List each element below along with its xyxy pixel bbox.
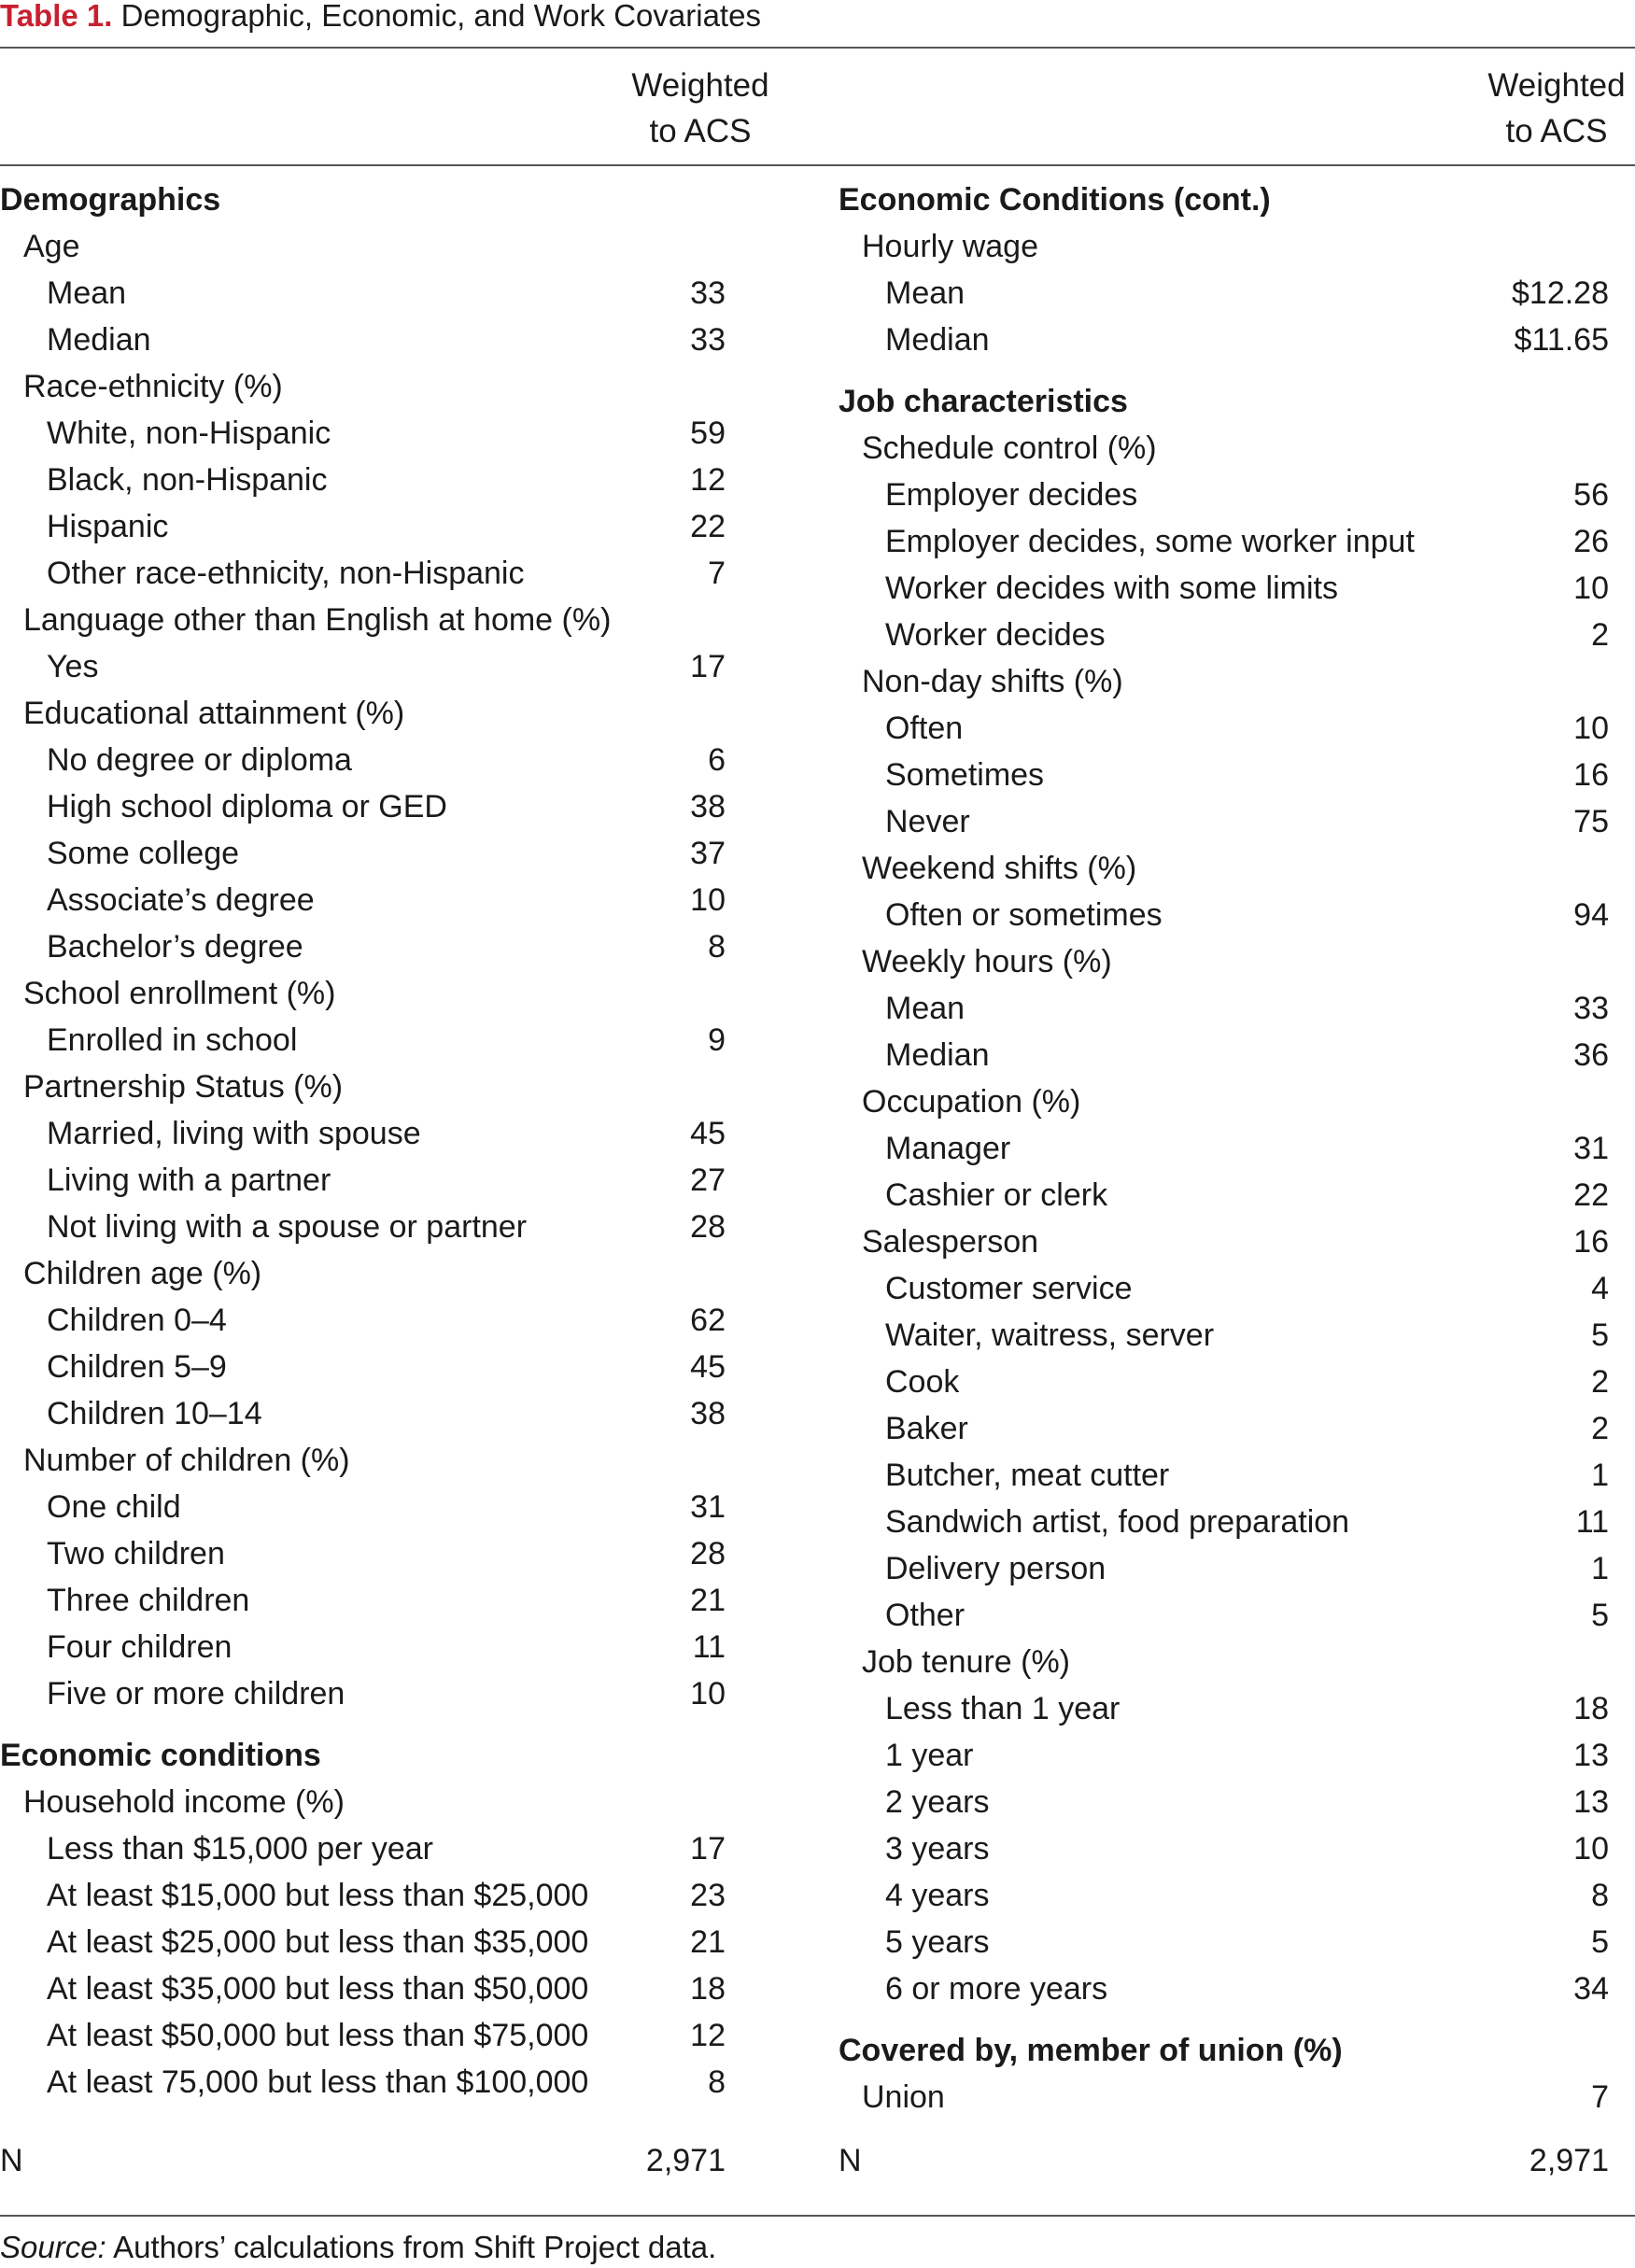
row-label: Yes (47, 649, 99, 684)
source-note (0, 2229, 716, 2266)
row-label: Two children (47, 1536, 225, 1571)
table-row (0, 1577, 726, 1624)
row-label: 3 years (885, 1831, 990, 1867)
row-value: 38 (690, 789, 726, 824)
right-column-header (1445, 63, 1635, 154)
row-label: Economic conditions (0, 1738, 321, 1773)
table-row (839, 1592, 1609, 1639)
row-value: 38 (690, 1396, 726, 1431)
row-value: 10 (690, 882, 726, 918)
row-label: Customer service (885, 1271, 1133, 1306)
row-value: 18 (1573, 1691, 1609, 1726)
row-value: 5 (1591, 1598, 1609, 1633)
table-caption (0, 0, 761, 32)
table-row (839, 705, 1609, 752)
row-value: 12 (690, 2018, 726, 2053)
row-label: 4 years (885, 1878, 990, 1913)
row-value: 94 (1573, 897, 1609, 933)
table-row (839, 1732, 1609, 1779)
row-label: Mean (885, 275, 965, 311)
subheading-row (839, 1078, 1609, 1125)
table-row (839, 472, 1609, 518)
table-row (839, 1919, 1609, 1965)
table-row (0, 1204, 726, 1250)
row-label: Not living with a spouse or partner (47, 1209, 528, 1245)
subheading-row (0, 1437, 726, 1484)
table-row (0, 1670, 726, 1717)
row-label: Number of children (%) (23, 1443, 350, 1478)
row-label: Waiter, waitress, server (885, 1317, 1215, 1353)
table-row (839, 317, 1609, 363)
row-label: Children 10–14 (47, 1396, 262, 1431)
table-row (0, 1624, 726, 1670)
table-row (839, 1779, 1609, 1825)
row-label: Median (47, 322, 151, 358)
table-row (839, 518, 1609, 565)
row-value: 5 (1591, 1924, 1609, 1960)
row-label: Hourly wage (862, 229, 1038, 264)
row-label: Race-ethnicity (%) (23, 369, 283, 404)
row-value: 33 (1573, 991, 1609, 1026)
subheading-row (0, 690, 726, 737)
row-value: $12.28 (1512, 275, 1609, 311)
table-row (839, 1312, 1609, 1359)
row-label: High school diploma or GED (47, 789, 447, 824)
table-row (839, 270, 1609, 317)
row-label: Worker decides with some limits (885, 571, 1338, 606)
table-row (839, 612, 1609, 658)
row-value: 2 (1591, 1364, 1609, 1400)
row-value: 62 (690, 1303, 726, 1338)
table-row (839, 1452, 1609, 1499)
table-row (0, 643, 726, 690)
row-value: 10 (690, 1676, 726, 1712)
section-heading-row (839, 2027, 1609, 2074)
table-row (0, 923, 726, 970)
row-label: Sandwich artist, food preparation (885, 1504, 1350, 1540)
row-value: 45 (690, 1116, 726, 1151)
row-label: At least $25,000 but less than $35,000 (47, 1924, 589, 1960)
table-caption-label: Table 1. (0, 0, 113, 33)
table-row (0, 1484, 726, 1530)
row-value: 33 (690, 322, 726, 358)
row-value: 5 (1591, 1317, 1609, 1353)
row-label: Less than $15,000 per year (47, 1831, 433, 1867)
row-label: 2 years (885, 1784, 990, 1820)
row-label: Other (885, 1598, 965, 1633)
row-label: Job tenure (%) (862, 1644, 1070, 1680)
table-row (0, 410, 726, 457)
row-label: Economic Conditions (cont.) (839, 182, 1271, 218)
table-row (0, 1017, 726, 1064)
row-value: 1 (1591, 1458, 1609, 1493)
source-text: Authors’ calculations from Shift Project data. (113, 2230, 717, 2264)
subheading-row (839, 845, 1609, 892)
row-label: Cook (885, 1364, 960, 1400)
row-label: Butcher, meat cutter (885, 1458, 1170, 1493)
row-label: Job characteristics (839, 384, 1128, 419)
row-label: Covered by, member of union (%) (839, 2033, 1343, 2068)
row-label: Demographics (0, 182, 221, 218)
row-label: Schedule control (%) (862, 430, 1157, 466)
row-value: 45 (690, 1349, 726, 1385)
row-label: Five or more children (47, 1676, 345, 1712)
row-label: Four children (47, 1629, 233, 1665)
row-label: 5 years (885, 1924, 990, 1960)
subheading-row (839, 223, 1609, 270)
table-row (0, 1530, 726, 1577)
table-row (0, 550, 726, 597)
row-label: Mean (47, 275, 127, 311)
row-label: Employer decides (885, 477, 1138, 513)
row-label: Median (885, 322, 990, 358)
row-label: Non-day shifts (%) (862, 664, 1123, 699)
row-value: $11.65 (1514, 322, 1609, 358)
right-n-row (839, 2137, 1609, 2184)
table-row (839, 892, 1609, 938)
table-row (0, 1919, 726, 1965)
table-row (839, 1965, 1609, 2012)
row-value: 56 (1573, 477, 1609, 513)
table-row (0, 2012, 726, 2059)
row-label: Household income (%) (23, 1784, 345, 1820)
row-label: One child (47, 1489, 181, 1525)
row-label: Living with a partner (47, 1162, 331, 1198)
row-label: Associate’s degree (47, 882, 315, 918)
row-value: 10 (1573, 711, 1609, 746)
row-value: 31 (1573, 1131, 1609, 1166)
row-value: 9 (708, 1022, 726, 1058)
row-label: Manager (885, 1131, 1011, 1166)
row-label: Hispanic (47, 509, 169, 544)
row-value: 11 (692, 1629, 726, 1665)
table-row (0, 783, 726, 830)
row-value: 10 (1573, 1831, 1609, 1867)
n-value: 2,971 (645, 2143, 726, 2178)
row-value: 7 (1591, 2079, 1609, 2115)
row-label: At least $35,000 but less than $50,000 (47, 1971, 589, 2007)
right-column-header-line1: Weighted (1487, 67, 1626, 104)
row-value: 18 (690, 1971, 726, 2007)
row-label: Married, living with spouse (47, 1116, 421, 1151)
row-value: 17 (690, 1831, 726, 1867)
subheading-row (839, 425, 1609, 472)
table-row (839, 1032, 1609, 1078)
row-label: Often (885, 711, 964, 746)
table-row (0, 2059, 726, 2106)
n-label: N (839, 2143, 862, 2178)
table-row (0, 1110, 726, 1157)
row-label: No degree or diploma (47, 742, 352, 778)
row-value: 1 (1591, 1551, 1609, 1586)
section-spacer (839, 2012, 1609, 2027)
row-value: 26 (1573, 524, 1609, 559)
row-value: 8 (708, 2064, 726, 2100)
table-row (839, 752, 1609, 798)
row-value: 16 (1573, 1224, 1609, 1260)
n-label: N (0, 2143, 23, 2178)
row-value: 34 (1573, 1971, 1609, 2007)
row-value: 13 (1573, 1784, 1609, 1820)
right-column-header-line2: to ACS (1505, 113, 1608, 149)
subheading-row (0, 1779, 726, 1825)
left-column-header (588, 63, 812, 154)
table-row (0, 1157, 726, 1204)
table-row (839, 1545, 1609, 1592)
row-label: Partnership Status (%) (23, 1069, 344, 1105)
left-column-header-line2: to ACS (649, 113, 752, 149)
row-label: At least $50,000 but less than $75,000 (47, 2018, 589, 2053)
table-row (839, 1499, 1609, 1545)
table-row (0, 503, 726, 550)
left-table-column (0, 176, 726, 2106)
table-row (839, 1172, 1609, 1219)
row-value: 21 (690, 1924, 726, 1960)
row-label: Delivery person (885, 1551, 1106, 1586)
row-value: 23 (690, 1878, 726, 1913)
row-value: 27 (690, 1162, 726, 1198)
table-row (0, 1297, 726, 1344)
table-row (0, 457, 726, 503)
row-label: Enrolled in school (47, 1022, 298, 1058)
row-value: 75 (1573, 804, 1609, 839)
table-row (0, 1344, 726, 1390)
table-row (839, 1872, 1609, 1919)
row-label: Employer decides, some worker input (885, 524, 1415, 559)
row-value: 8 (708, 929, 726, 965)
table-row (839, 1125, 1609, 1172)
table-row (839, 1825, 1609, 1872)
row-value: 13 (1573, 1738, 1609, 1773)
section-spacer (0, 1717, 726, 1732)
row-label: Often or sometimes (885, 897, 1163, 933)
right-table-column (839, 176, 1609, 2120)
left-n-row (0, 2137, 726, 2184)
row-label: Language other than English at home (%) (23, 602, 612, 638)
table-row (0, 830, 726, 877)
row-label: Some college (47, 836, 240, 871)
subheading-row (839, 658, 1609, 705)
row-value: 21 (690, 1583, 726, 1618)
row-value: 28 (690, 1209, 726, 1245)
row-value: 2 (1591, 617, 1609, 653)
row-label: Occupation (%) (862, 1084, 1081, 1120)
row-value: 8 (1591, 1878, 1609, 1913)
row-label: Bachelor’s degree (47, 929, 303, 965)
table-row (0, 1872, 726, 1919)
row-value: 22 (1573, 1177, 1609, 1213)
subheading-row (839, 1219, 1609, 1265)
row-label: Weekend shifts (%) (862, 851, 1137, 886)
row-value: 36 (1573, 1037, 1609, 1073)
row-label: Three children (47, 1583, 250, 1618)
row-label: White, non-Hispanic (47, 416, 331, 451)
table-caption-text: Demographic, Economic, and Work Covariates (120, 0, 761, 33)
row-label: Children age (%) (23, 1256, 262, 1291)
row-value: 4 (1591, 1271, 1609, 1306)
row-value: 33 (690, 275, 726, 311)
subheading-row (0, 1064, 726, 1110)
row-label: Educational attainment (%) (23, 696, 405, 731)
row-value: 10 (1573, 571, 1609, 606)
subheading-row (839, 938, 1609, 985)
subheading-row (0, 1250, 726, 1297)
subheading-row (0, 223, 726, 270)
row-value: 28 (690, 1536, 726, 1571)
row-label: Weekly hours (%) (862, 944, 1112, 979)
subheading-row (839, 2074, 1609, 2120)
subheading-row (0, 597, 726, 643)
section-spacer (839, 363, 1609, 378)
table-row (839, 1685, 1609, 1732)
subheading-row (839, 1639, 1609, 1685)
table-row (839, 798, 1609, 845)
row-value: 16 (1573, 757, 1609, 793)
row-label: At least 75,000 but less than $100,000 (47, 2064, 589, 2100)
section-heading-row (839, 176, 1609, 223)
top-rule (0, 47, 1635, 49)
row-value: 59 (690, 416, 726, 451)
source-label: Source: (0, 2230, 106, 2264)
row-value: 22 (690, 509, 726, 544)
row-value: 7 (708, 556, 726, 591)
table-row (839, 1405, 1609, 1452)
row-label: Union (862, 2079, 945, 2115)
row-label: Baker (885, 1411, 968, 1446)
table-row (0, 1390, 726, 1437)
row-label: Less than 1 year (885, 1691, 1121, 1726)
row-label: Worker decides (885, 617, 1106, 653)
row-label: Other race-ethnicity, non-Hispanic (47, 556, 525, 591)
row-label: Age (23, 229, 80, 264)
table-row (0, 1965, 726, 2012)
section-heading-row (0, 176, 726, 223)
row-label: At least $15,000 but less than $25,000 (47, 1878, 589, 1913)
table-row (0, 317, 726, 363)
table-row (0, 270, 726, 317)
table-row (839, 565, 1609, 612)
row-label: Children 5–9 (47, 1349, 227, 1385)
table-row (0, 737, 726, 783)
row-label: Median (885, 1037, 990, 1073)
row-value: 17 (690, 649, 726, 684)
table-row (839, 1359, 1609, 1405)
row-value: 6 (708, 742, 726, 778)
section-heading-row (839, 378, 1609, 425)
left-column-header-line1: Weighted (631, 67, 769, 104)
row-value: 2 (1591, 1411, 1609, 1446)
table-row (839, 985, 1609, 1032)
table-row (0, 1825, 726, 1872)
row-label: Children 0–4 (47, 1303, 227, 1338)
table-row (0, 877, 726, 923)
n-value: 2,971 (1529, 2143, 1609, 2178)
header-rule (0, 164, 1635, 166)
subheading-row (0, 363, 726, 410)
row-label: Mean (885, 991, 965, 1026)
row-label: 6 or more years (885, 1971, 1108, 2007)
row-label: Cashier or clerk (885, 1177, 1108, 1213)
row-value: 12 (690, 462, 726, 498)
subheading-row (0, 970, 726, 1017)
row-value: 31 (690, 1489, 726, 1525)
row-label: 1 year (885, 1738, 974, 1773)
row-value: 11 (1575, 1504, 1609, 1540)
row-label: Never (885, 804, 970, 839)
row-label: Salesperson (862, 1224, 1039, 1260)
table-row (839, 1265, 1609, 1312)
row-value: 37 (690, 836, 726, 871)
row-label: Sometimes (885, 757, 1045, 793)
row-label: Black, non-Hispanic (47, 462, 328, 498)
row-label: School enrollment (%) (23, 976, 336, 1011)
section-heading-row (0, 1732, 726, 1779)
bottom-rule (0, 2215, 1635, 2217)
